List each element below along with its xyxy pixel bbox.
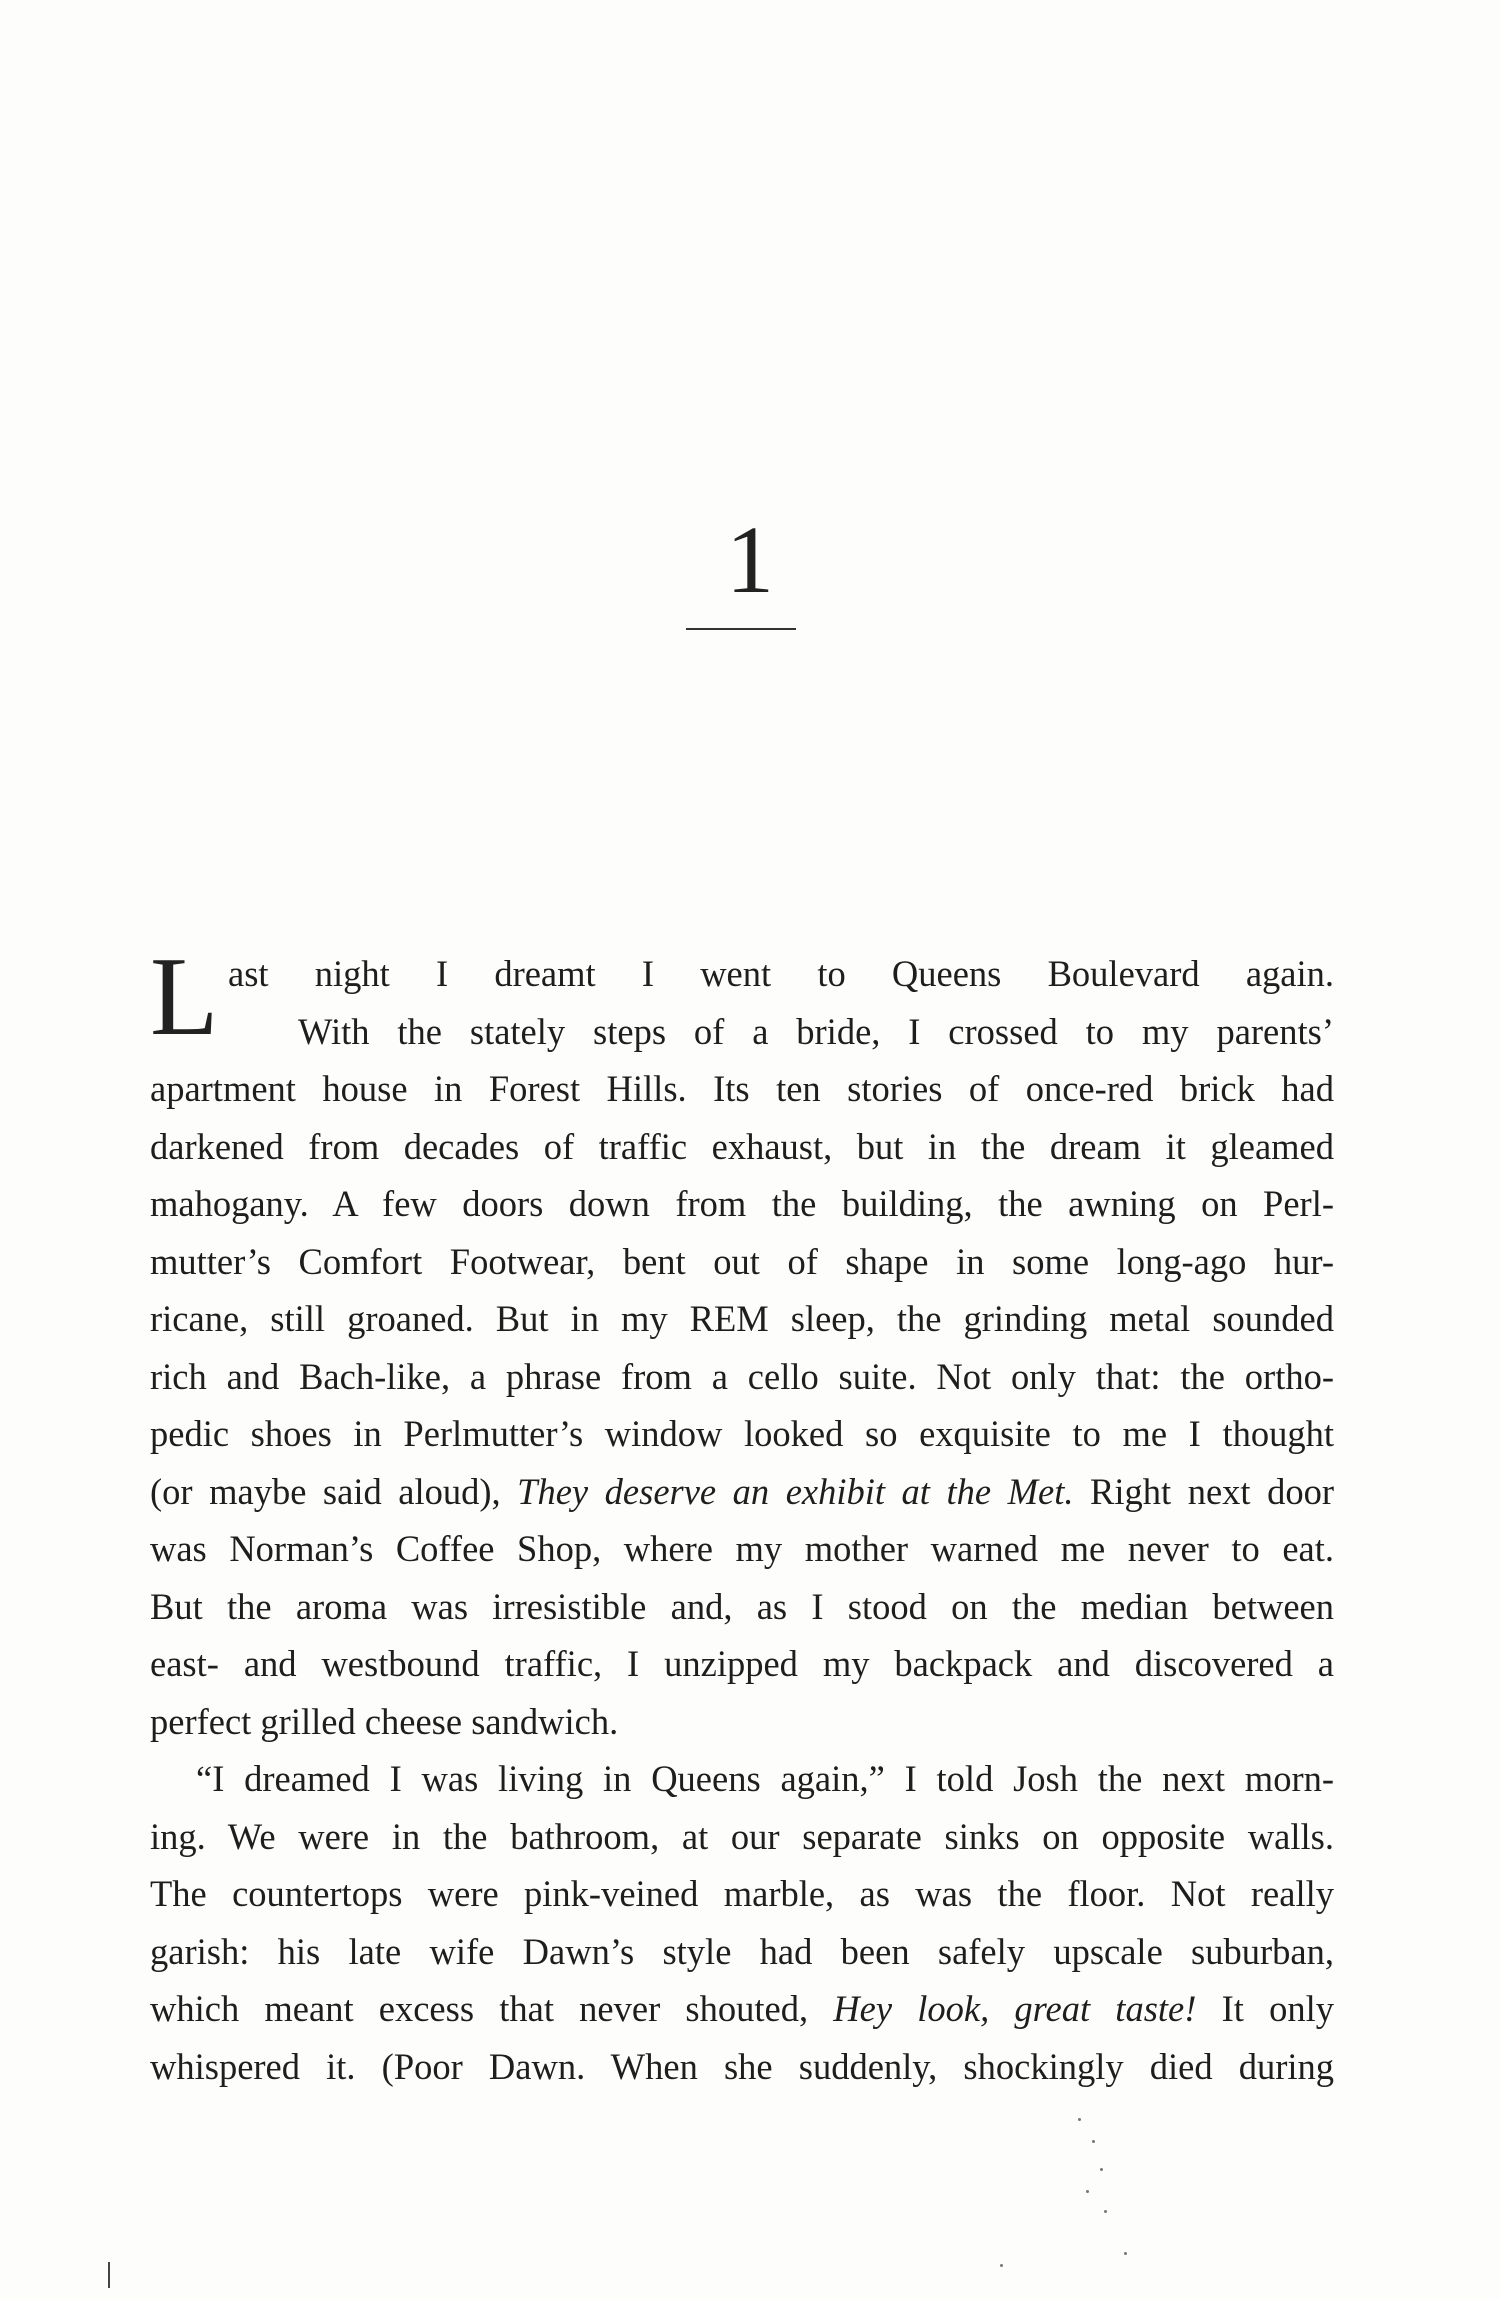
line-text: It only <box>1196 1988 1334 2029</box>
paragraph-line: “I dreamed I was living in Queens again,” I told Josh the next morn- <box>196 1758 1334 1799</box>
paragraph-line: east- and westbound traffic, I unzipped my backpack and discovered a <box>150 1643 1334 1684</box>
chapter-number: 1 <box>726 506 774 613</box>
chapter-divider-rule <box>686 628 796 630</box>
paragraph-line: garish: his late wife Dawn’s style had been safely upscale suburban, <box>150 1930 1334 1972</box>
paragraph-line: ricane, still groaned. But in my REM sleep, the grinding metal sounded <box>150 1298 1334 1339</box>
scan-speck <box>1000 2264 1003 2267</box>
paragraph-line: was Norman’s Coffee Shop, where my mother warned me never to eat. <box>150 1528 1334 1569</box>
paragraph-1 <box>150 935 1334 1750</box>
paragraph-line: darkened from decades of traffic exhaust, but in the dream it gleamed <box>150 1125 1334 1167</box>
paragraph-line: mutter’s Comfort Footwear, bent out of shape in some long-ago hur- <box>150 1240 1334 1282</box>
paragraph-line: ing. We were in the bathroom, at our separate sinks on opposite walls. <box>150 1815 1334 1857</box>
line-text: which meant excess that never shouted, <box>150 1988 834 2029</box>
scan-speck <box>1092 2140 1095 2143</box>
paragraph-line <box>150 1463 1334 1521</box>
italic-text: Hey look, great taste! <box>833 1988 1197 2029</box>
paragraph-line: But the aroma was irresistible and, as I stood on the median between <box>150 1585 1334 1627</box>
paragraph-line: apartment house in Forest Hills. Its ten stories of once-red brick had <box>150 1068 1334 1109</box>
scan-speck <box>1078 2118 1081 2121</box>
paragraph-line: rich and Bach-like, a phrase from a cello suite. Not only that: the ortho- <box>150 1355 1334 1397</box>
italic-text: They deserve an exhibit at the Met. <box>517 1470 1074 1512</box>
scan-speck <box>1104 2210 1107 2213</box>
paragraph-2 <box>150 1750 1334 2095</box>
paragraph-line: perfect grilled cheese sandwich. <box>150 1700 619 1742</box>
paragraph-line: The countertops were pink-veined marble, as was the floor. Not really <box>150 1873 1334 1914</box>
scan-edge-mark <box>108 2262 110 2288</box>
paragraph-line: pedic shoes in Perlmutter’s window looked so exquisite to me I thought <box>150 1413 1334 1454</box>
paragraph-line: whispered it. (Poor Dawn. When she suddenly, shockingly died during <box>150 2045 1334 2087</box>
line-text: Right next door <box>1073 1470 1334 1512</box>
paragraph-line: mahogany. A few doors down from the building, the awning on Perl- <box>150 1183 1334 1224</box>
paragraph-line <box>150 1980 1334 2038</box>
scan-speck <box>1124 2252 1127 2255</box>
body-text <box>150 935 1334 2095</box>
scan-speck <box>1100 2168 1103 2171</box>
line-text: (or maybe said aloud), <box>150 1470 518 1512</box>
drop-cap: L <box>150 935 219 1059</box>
paragraph-line: With the stately steps of a bride, I crossed to my parents’ <box>298 1010 1334 1052</box>
scan-speck <box>1086 2190 1089 2193</box>
line-text: ast night I dreamt I went to Queens Boulevard again. <box>228 953 1334 994</box>
